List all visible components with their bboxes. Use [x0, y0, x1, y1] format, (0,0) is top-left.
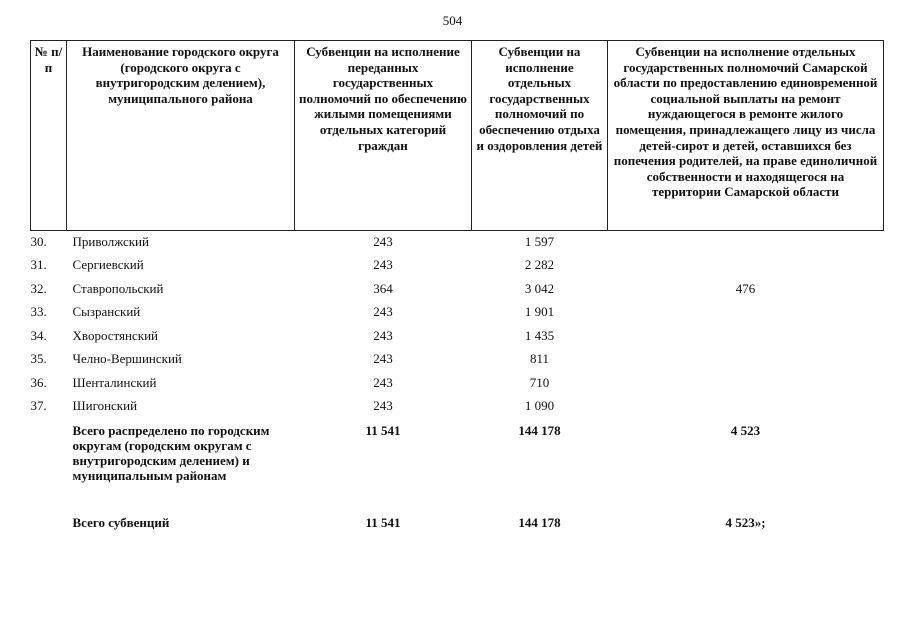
subventions-table	[30, 40, 884, 537]
total-distributed-repair: 4 523	[730, 422, 761, 438]
row-housing-value: 243	[373, 351, 393, 366]
page-number: 504	[442, 13, 463, 28]
table-row	[31, 254, 884, 278]
total-subventions-number	[31, 511, 67, 537]
row-repair-value	[608, 231, 884, 255]
total-distributed-rest: 144 178	[518, 422, 561, 438]
row-housing-value: 364	[373, 280, 393, 296]
row-housing-value: 243	[373, 257, 393, 272]
row-name: Челно-Вершинский	[72, 351, 182, 366]
row-rest-value: 811	[529, 351, 550, 366]
total-distributed-label: Всего распределено по городским округам (городским округам с внутригородским делением) и муниципальным районам	[72, 422, 270, 483]
row-repair-value	[608, 372, 884, 396]
row-repair-value	[608, 254, 884, 278]
row-rest-value: 2 282	[524, 257, 555, 272]
table-row	[31, 372, 884, 396]
table-row	[31, 278, 884, 302]
row-housing-value: 243	[373, 234, 393, 249]
total-subventions-label: Всего субвенций	[72, 514, 170, 530]
row-housing-value: 243	[373, 374, 393, 390]
row-repair-value	[608, 325, 884, 349]
row-number: 35.	[30, 351, 47, 366]
total-subventions-repair: 4 523»;	[725, 514, 766, 530]
header-number: № п/п	[31, 41, 67, 231]
row-name: Шенталинский	[72, 374, 157, 390]
total-distributed-row	[31, 419, 884, 511]
row-name: Приволжский	[72, 234, 149, 249]
row-repair-value: 476	[735, 280, 756, 296]
table-row	[31, 348, 884, 372]
row-number: 31.	[30, 257, 47, 272]
row-number: 36.	[30, 374, 47, 390]
row-name: Сызранский	[72, 304, 141, 319]
row-name: Шигонский	[72, 398, 138, 413]
row-name: Ставропольский	[72, 280, 164, 296]
row-rest-value: 1 435	[524, 327, 555, 343]
table-row	[31, 301, 884, 325]
row-rest-value: 1 090	[524, 398, 555, 413]
row-repair-value	[608, 395, 884, 419]
row-number: 37.	[30, 398, 47, 413]
row-number: 30.	[30, 234, 47, 249]
row-housing-value: 243	[373, 304, 393, 319]
row-repair-value	[608, 348, 884, 372]
header-municipality-name: Наименование городского округа (городского округа с внутригородским делением), муниципального района	[67, 41, 295, 231]
total-distributed-housing: 11 541	[365, 422, 401, 438]
table-row	[31, 325, 884, 349]
total-subventions-rest: 144 178	[518, 514, 561, 530]
header-housing-subvention: Субвенции на исполнение переданных государственных полномочий по обеспечению жилыми помещениями отдельных категорий граждан	[295, 41, 472, 231]
table-row	[31, 395, 884, 419]
table-header-row	[31, 41, 884, 231]
header-rest-subvention: Субвенции на исполнение отдельных государственных полномочий по обеспечению отдыха и оздоровления детей	[472, 41, 608, 231]
header-repair-subvention: Субвенции на исполнение отдельных государственных полномочий Самарской области по предоставлению единовременной социальной выплаты на ремонт нуждающегося в ремонте жилого помещения, принадлежащего лицу из числа детей-сирот и детей, оставшихся без попечения родителей, на праве единоличной собственности и находящегося на территории Самарской области	[608, 41, 884, 231]
row-housing-value: 243	[373, 398, 393, 413]
row-number: 33.	[30, 304, 47, 319]
row-rest-value: 1 901	[524, 304, 555, 319]
total-distributed-number	[31, 419, 67, 511]
total-subventions-row	[31, 511, 884, 537]
row-housing-value: 243	[373, 327, 393, 343]
row-name: Хворостянский	[72, 327, 158, 343]
row-rest-value: 1 597	[524, 234, 555, 249]
row-number: 34.	[30, 327, 47, 343]
row-rest-value: 3 042	[524, 280, 555, 296]
total-subventions-housing: 11 541	[365, 514, 401, 530]
table-row	[31, 231, 884, 255]
row-repair-value	[608, 301, 884, 325]
row-rest-value: 710	[529, 374, 550, 390]
row-number: 32.	[30, 280, 47, 296]
row-name: Сергиевский	[72, 257, 144, 272]
